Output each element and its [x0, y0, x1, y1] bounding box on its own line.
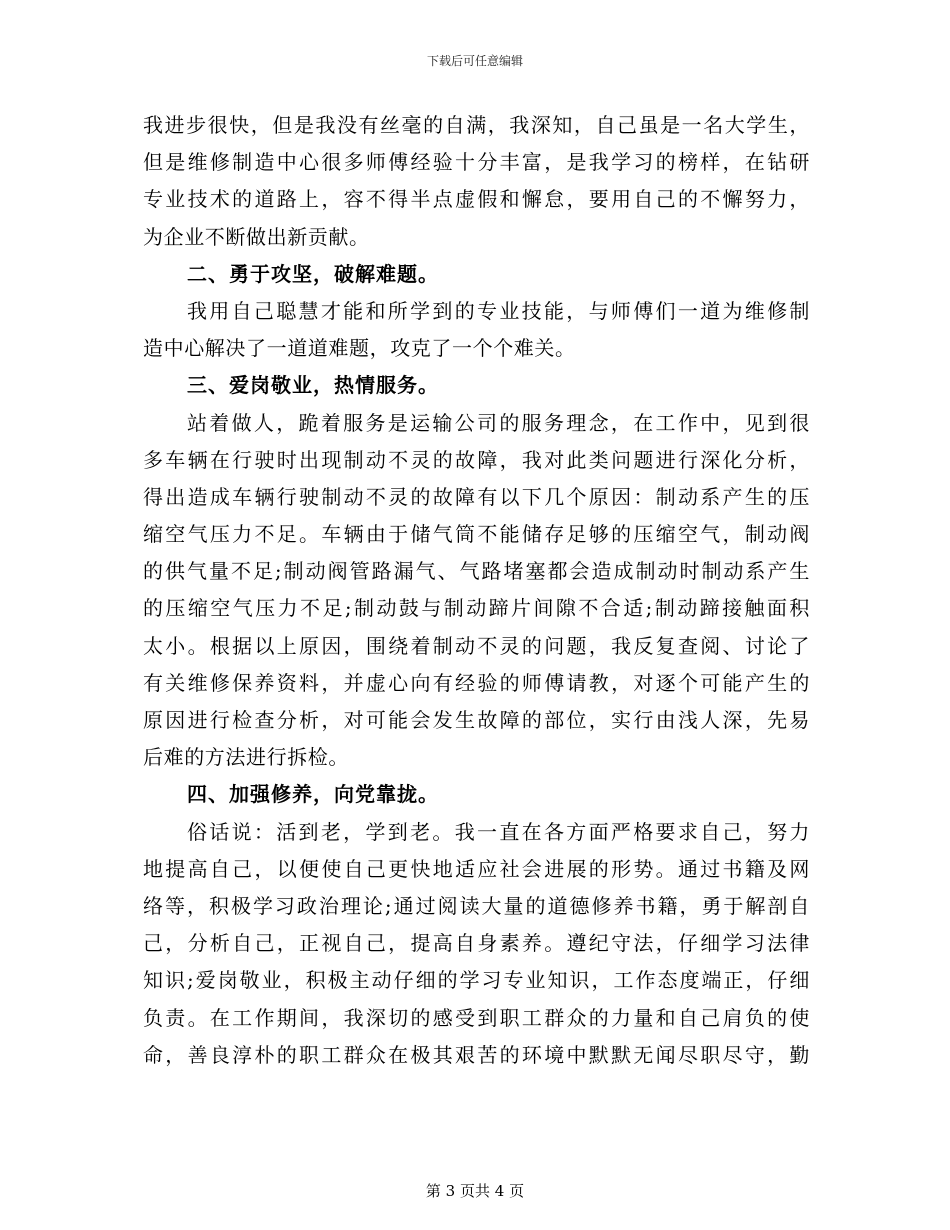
paragraph-4	[143, 814, 810, 1074]
text-line: 为企业不断做出新贡献。	[143, 224, 370, 249]
text-line: 己，分析自己，正视自己，提高自身素养。遵纪守法，仔细学习法律	[143, 931, 810, 956]
paragraph-3	[143, 405, 810, 777]
text-line: 原因进行检查分析，对可能会发生故障的部位，实行由浅人深，先易	[143, 708, 810, 732]
document-body	[143, 107, 810, 1074]
text-line: 缩空气压力不足。车辆由于储气筒不能储存足够的压缩空气，制动阀	[143, 522, 810, 547]
text-line: 得出造成车辆行驶制动不灵的故障有以下几个原因：制动系产生的压	[143, 484, 810, 509]
page-footer: 第 3 页共 4 页	[425, 1182, 525, 1200]
text-line: 太小。根据以上原因，围绕着制动不灵的问题，我反复查阅、讨论了	[143, 633, 810, 658]
section-heading-4: 四、加强修养，向党靠拢。	[187, 782, 439, 807]
section-heading-3: 三、爱岗敬业，热情服务。	[187, 373, 439, 398]
paragraph-2	[143, 293, 810, 367]
paragraph-1	[143, 107, 810, 256]
text-line: 站着做人，跪着服务是运输公司的服务理念，在工作中，见到很	[187, 410, 810, 435]
text-line: 地提高自己，以便使自己更快地适应社会进展的形势。通过书籍及网	[143, 856, 810, 881]
text-line: 造中心解决了一道道难题，攻克了一个个难关。	[143, 336, 576, 361]
text-line: 后难的方法进行拆检。	[143, 745, 349, 770]
text-line: 专业技术的道路上，容不得半点虚假和懈怠，要用自己的不懈努力，	[143, 187, 810, 212]
text-line: 但是维修制造中心很多师傅经验十分丰富，是我学习的榜样，在钻研	[143, 150, 810, 175]
text-line: 我进步很快，但是我没有丝毫的自满，我深知，自己虽是一名大学生，	[143, 113, 810, 137]
text-line: 有关维修保养资料，并虚心向有经验的师傅请教，对逐个可能产生的	[143, 670, 810, 695]
text-line: 我用自己聪慧才能和所学到的专业技能，与师傅们一道为维修制	[187, 298, 810, 323]
text-line: 知识;爱岗敬业，积极主动仔细的学习专业知识，工作态度端正，仔细	[143, 968, 810, 993]
page-header: 下载后可任意编辑	[426, 54, 523, 68]
text-line: 俗话说：活到老，学到老。我一直在各方面严格要求自己，努力	[187, 819, 810, 844]
text-line: 命，善良淳朴的职工群众在极其艰苦的环境中默默无闻尽职尽守，勤	[143, 1042, 810, 1067]
text-line: 的供气量不足;制动阀管路漏气、气路堵塞都会造成制动时制动系产生	[143, 559, 810, 584]
text-line: 的压缩空气压力不足;制动鼓与制动蹄片间隙不合适;制动蹄接触面积	[143, 596, 810, 621]
section-heading-2: 二、勇于攻坚，破解难题。	[187, 261, 439, 286]
text-line: 多车辆在行驶时出现制动不灵的故障，我对此类问题进行深化分析，	[143, 447, 810, 472]
text-line: 负责。在工作期间，我深切的感受到职工群众的力量和自己肩负的使	[143, 1005, 810, 1030]
text-line: 络等，积极学习政治理论;通过阅读大量的道德修养书籍，勇于解剖自	[143, 893, 810, 918]
